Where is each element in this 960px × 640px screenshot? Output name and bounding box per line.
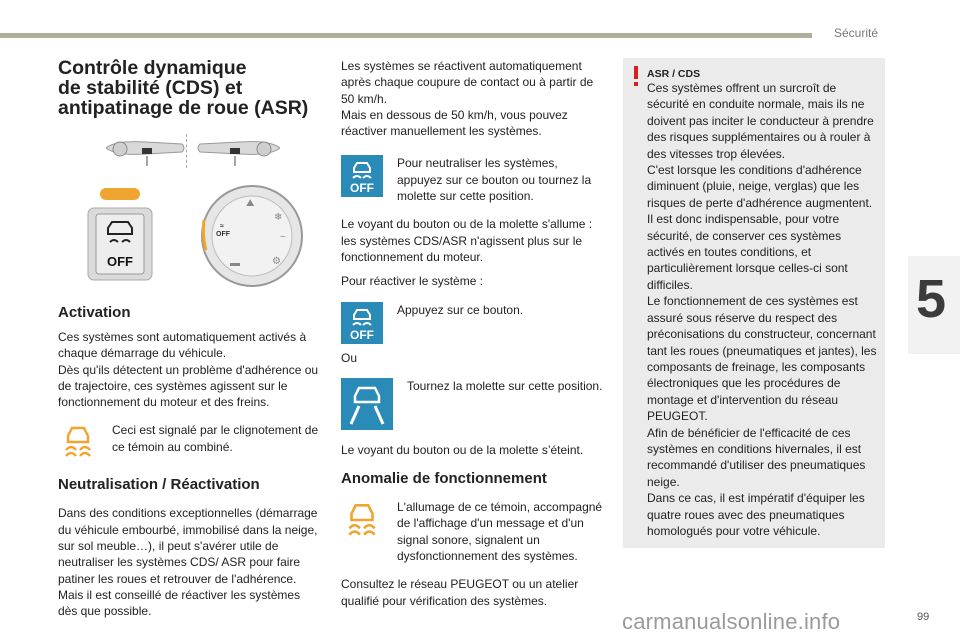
title-line-1: Contrôle dynamique [58, 57, 247, 79]
reactivation-intro: Les systèmes se réactivent automatiquement après chaque coupure de contact ou à partir de 50 km/h. Mais en dessous de 50 km/h, vous pouvez réactiver manuellement les systèmes. [341, 59, 594, 139]
neutralize-text: Pour neutraliser les systèmes, appuyez sur ce bouton ou tournez la molette sur cette position. [397, 156, 592, 204]
svg-text:❄: ❄ [274, 212, 283, 223]
or-text: Ou [341, 350, 358, 365]
controls-figure [58, 134, 320, 294]
svg-text:OFF: OFF [216, 231, 230, 238]
anomalie-indicator-row [341, 499, 606, 564]
press-button-row [341, 302, 606, 344]
road-mode-icon [341, 378, 393, 430]
traction-warning-orange-icon [58, 422, 98, 462]
figure-divider [186, 134, 188, 168]
note-heading: ASR / CDS [647, 68, 701, 80]
activation-heading: Activation [58, 304, 131, 321]
anomalie-indicator-text: L'allumage de ce témoin, accompagné de l'affichage d'un message et d'un signal sonore, signalent un dysfonctionnement des systèmes. [397, 500, 603, 564]
title-line-3: antipatinage de roue (ASR) [58, 97, 309, 119]
svg-text:⚙: ⚙ [272, 256, 281, 267]
column-2 [341, 58, 606, 609]
activation-indicator-row [58, 422, 320, 462]
activation-paragraph: Ces systèmes sont automatiquement activés à chaque démarrage du véhicule. Dès qu'ils détectent un problème d'adhérence ou de trajectoire, ces systèmes agissent sur le fonctionnement du moteur et des freins. [58, 330, 319, 410]
light-off-text: Le voyant du bouton ou de la molette s’éteint. [341, 442, 584, 457]
svg-text:OFF: OFF [107, 254, 133, 269]
turn-knob-row [341, 378, 606, 430]
neutralize-row [341, 155, 606, 204]
steering-stalk-left-icon [106, 140, 186, 170]
esp-off-button-icon-2 [341, 302, 383, 344]
section-name: Sécurité [834, 26, 879, 40]
svg-text:OFF: OFF [350, 181, 374, 196]
anomalie-paragraph: Consultez le réseau PEUGEOT ou un atelier qualifié pour vérification des systèmes. [341, 577, 579, 608]
svg-text:~: ~ [280, 232, 286, 243]
svg-text:▬: ▬ [230, 258, 240, 269]
light-on-text: Le voyant du bouton ou de la molette s'allume : les systèmes CDS/ASR n'agissent plus sur le fonctionnement du moteur. [341, 217, 593, 264]
dashboard-off-button-icon [78, 184, 162, 284]
watermark: carmanualsonline.info [622, 609, 841, 634]
traction-warning-orange-icon-2 [341, 499, 383, 541]
column-1 [58, 58, 320, 620]
svg-text:⛰: ⛰ [246, 198, 255, 209]
exclamation-warning-icon [631, 66, 641, 86]
svg-text:≈: ≈ [220, 223, 224, 230]
title-line-2: de stabilité (CDS) et [58, 77, 243, 99]
activation-indicator-text: Ceci est signalé par le clignotement de ce témoin au combiné. [112, 423, 319, 454]
anomalie-heading: Anomalie de fonctionnement [341, 470, 547, 488]
page-title [58, 58, 320, 118]
chapter-number: 5 [915, 269, 946, 329]
press-button-text: Appuyez sur ce bouton. [397, 302, 524, 317]
header-bar [0, 33, 812, 38]
reactivate-text: Pour réactiver le système : [341, 274, 484, 289]
turn-knob-text: Tournez la molette sur cette position. [407, 378, 603, 393]
neutralisation-paragraph: Dans des conditions exceptionnelles (démarrage du véhicule embourbé, immobilisé dans la neige, sur sol meuble…), il peut s'avérer utile de neutraliser les systèmes CDS/ ASR pour faire patiner les roues et retrouver de l'adhérence. Mais il est conseillé de réactiver les systèmes dès que possible. [58, 506, 318, 619]
mode-selector-knob-icon [200, 184, 304, 288]
svg-text:OFF: OFF [350, 327, 374, 342]
neutralisation-heading: Neutralisation / Réactivation [58, 476, 260, 494]
note-text: Ces systèmes offrent un surcroît de sécurité en conduite normale, mais ils ne doivent pas inciter le conducteur à prendre des risques supplémentaires ou à rouler à des vitesses trop élevées. C'est lorsque les conditions d'adhérence diminuent (pluie, neige, verglas) que les risques de perte d'adhérence augmentent. Il est donc indispensable, pour votre sécurité, de conserver ces systèmes activés en toutes conditions, et particulièrement lorsque celles-ci sont difficiles. Le fonctionnement de ces systèmes est assuré sous réserve du respect des préconisations du constructeur, concernant tant les roues (pneumatiques et jantes), les composants de freinage, les composants électroniques que les procédures de montage et d'intervention du réseau PEUGEOT. Afin de bénéficier de l'efficacité de ces systèmes en conditions hivernales, il est recommandé d'utiliser des pneumatiques neige. Dans ce cas, il est impératif d'équiper les quatre roues avec des pneumatiques homologués pour votre véhicule. [647, 81, 877, 538]
esp-off-button-icon [341, 155, 383, 197]
steering-stalk-right-icon [196, 140, 280, 170]
page-number: 99 [917, 611, 930, 623]
safety-note-box [623, 58, 885, 548]
